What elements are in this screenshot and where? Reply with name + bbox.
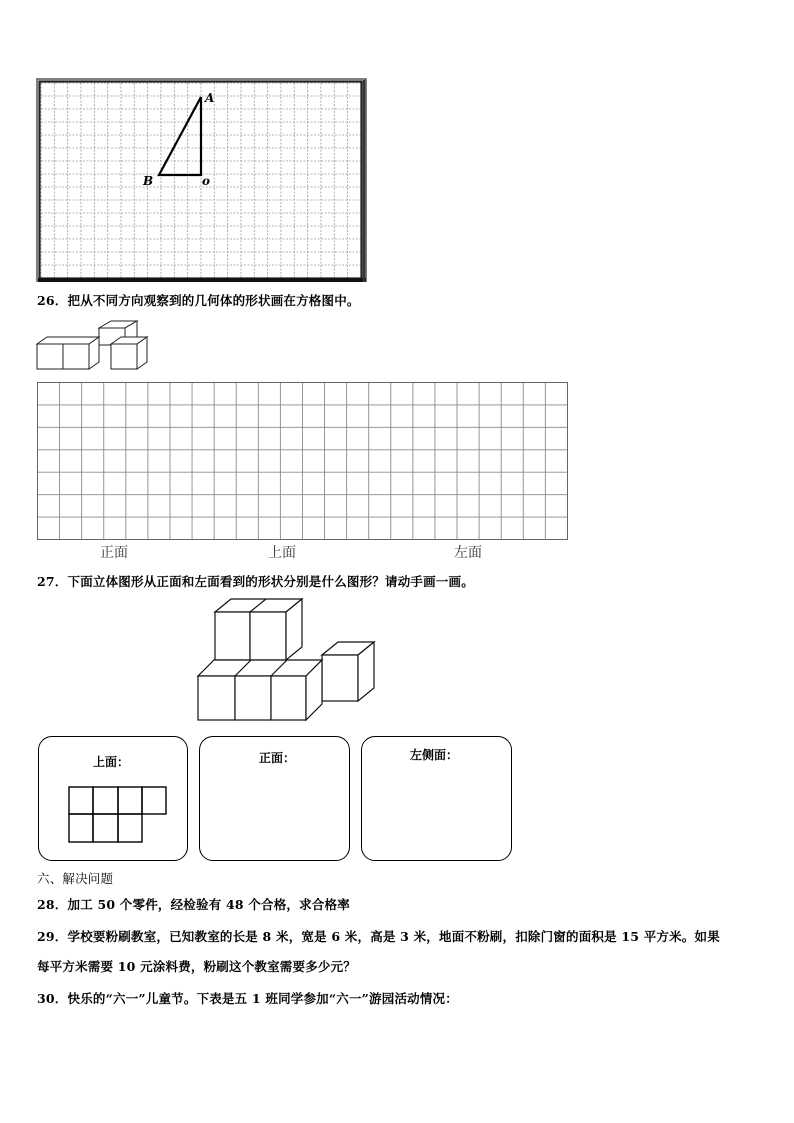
q27-question: [37, 572, 474, 590]
q26-answer-grid: [37, 382, 568, 540]
view-label-front: 正面: [100, 545, 128, 561]
q26-cube-figure: [37, 318, 152, 372]
q28-question: [37, 895, 350, 913]
q27-text: 下面立体图形从正面和左面看到的形状分别是什么图形？请动手画一画。: [67, 574, 474, 589]
q26-text: 把从不同方向观察到的几何体的形状画在方格图中。: [67, 293, 360, 308]
q26-question: [37, 291, 360, 309]
point-a-label: A: [205, 91, 215, 105]
view-label-top: 上面: [268, 545, 296, 561]
section-title: 六、解决问题: [37, 871, 114, 886]
q27-cube-figure: [198, 598, 376, 722]
q29-question: [37, 927, 720, 945]
q29-line1: 学校要粉刷教室，已知教室的长是 8 米，宽是 6 米，高是 3 米，地面不粉刷，扣除门窗的面积是 15 平方米。如果: [67, 929, 720, 944]
panel-left-label: 左侧面：: [410, 748, 459, 762]
q30-text: 快乐的“六一”儿童节。下表是五 1 班同学参加“六一”游园活动情况：: [67, 991, 458, 1006]
point-o-label: o: [202, 174, 211, 188]
panel-top-label: 上面：: [93, 755, 130, 769]
q25-grid-figure: [36, 78, 368, 284]
q27-number: 27．: [37, 574, 68, 589]
point-b-label: B: [143, 174, 154, 188]
q29-number: 29．: [37, 929, 68, 944]
q29-line2: 每平方米需要 10 元涂料费，粉刷这个教室需要多少元？: [37, 959, 356, 974]
panel-front-label: 正面：: [259, 751, 296, 765]
q26-number: 26．: [37, 293, 68, 308]
q30-number: 30．: [37, 991, 68, 1006]
q28-text: 加工 50 个零件，经检验有 48 个合格，求合格率: [67, 897, 350, 912]
view-label-left: 左面: [454, 545, 482, 561]
q30-question: [37, 989, 458, 1007]
top-view-drawing: [68, 786, 168, 844]
q28-number: 28．: [37, 897, 68, 912]
